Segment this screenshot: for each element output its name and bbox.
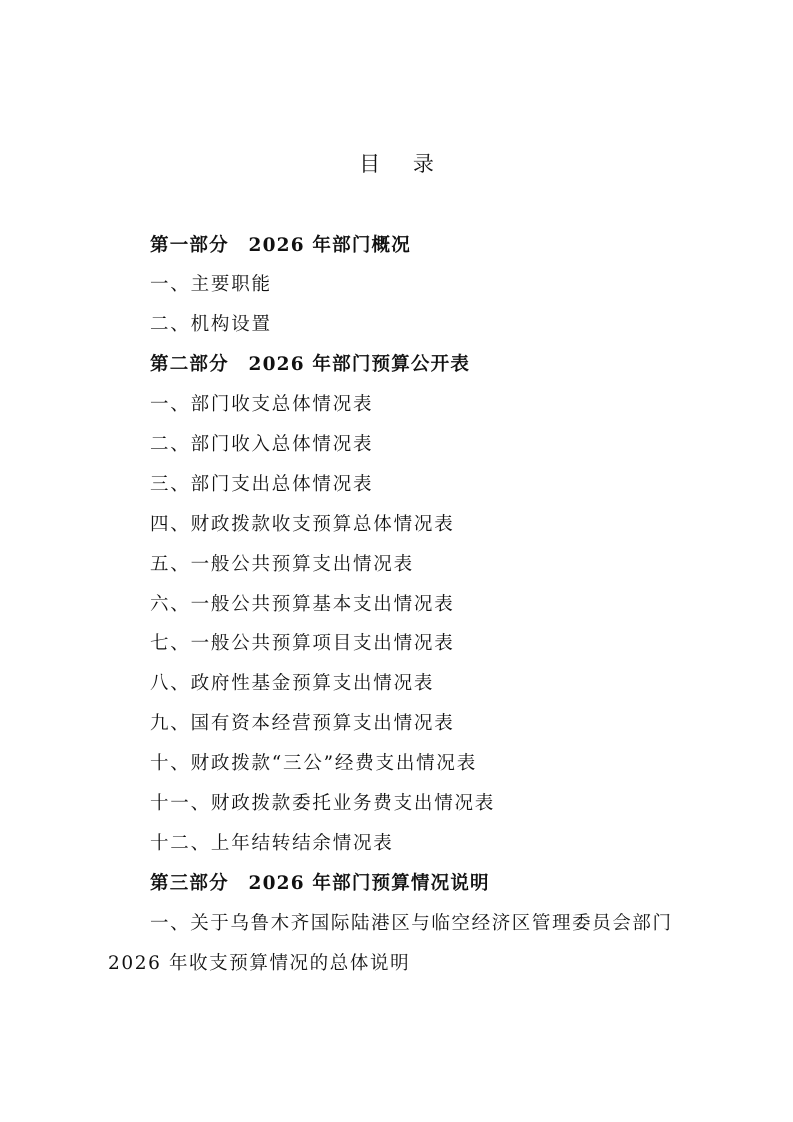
toc-item: 二、机构设置 xyxy=(150,314,272,335)
toc-item: 十一、财政拨款委托业务费支出情况表 xyxy=(150,793,496,814)
toc-item: 三、部门支出总体情况表 xyxy=(150,474,374,495)
toc-item: 八、政府性基金预算支出情况表 xyxy=(150,673,435,694)
toc-item: 四、财政拨款收支预算总体情况表 xyxy=(150,514,455,535)
toc-item: 九、国有资本经营预算支出情况表 xyxy=(150,713,455,734)
toc-item: 一、部门收支总体情况表 xyxy=(150,394,374,415)
toc-item: 六、一般公共预算基本支出情况表 xyxy=(150,594,455,615)
section-heading-part-2: 第二部分 2026 年部门预算公开表 xyxy=(150,354,471,375)
toc-item: 十、财政拨款“三公”经费支出情况表 xyxy=(150,753,478,774)
toc-item: 五、一般公共预算支出情况表 xyxy=(150,554,414,575)
toc-item: 二、部门收入总体情况表 xyxy=(150,434,374,455)
toc-item: 七、一般公共预算项目支出情况表 xyxy=(150,633,455,654)
section-heading-part-1: 第一部分 2026 年部门概况 xyxy=(150,235,411,256)
toc-item: 一、主要职能 xyxy=(150,274,272,295)
section-heading-part-3: 第三部分 2026 年部门预算情况说明 xyxy=(150,873,490,894)
toc-item: 十二、上年结转结余情况表 xyxy=(150,833,394,854)
toc-item-paragraph: 一、关于乌鲁木齐国际陆港区与临空经济区管理委员会部门 2026 年收支预算情况的总体说明 xyxy=(108,913,673,974)
toc-title: 目 录 xyxy=(359,152,447,176)
